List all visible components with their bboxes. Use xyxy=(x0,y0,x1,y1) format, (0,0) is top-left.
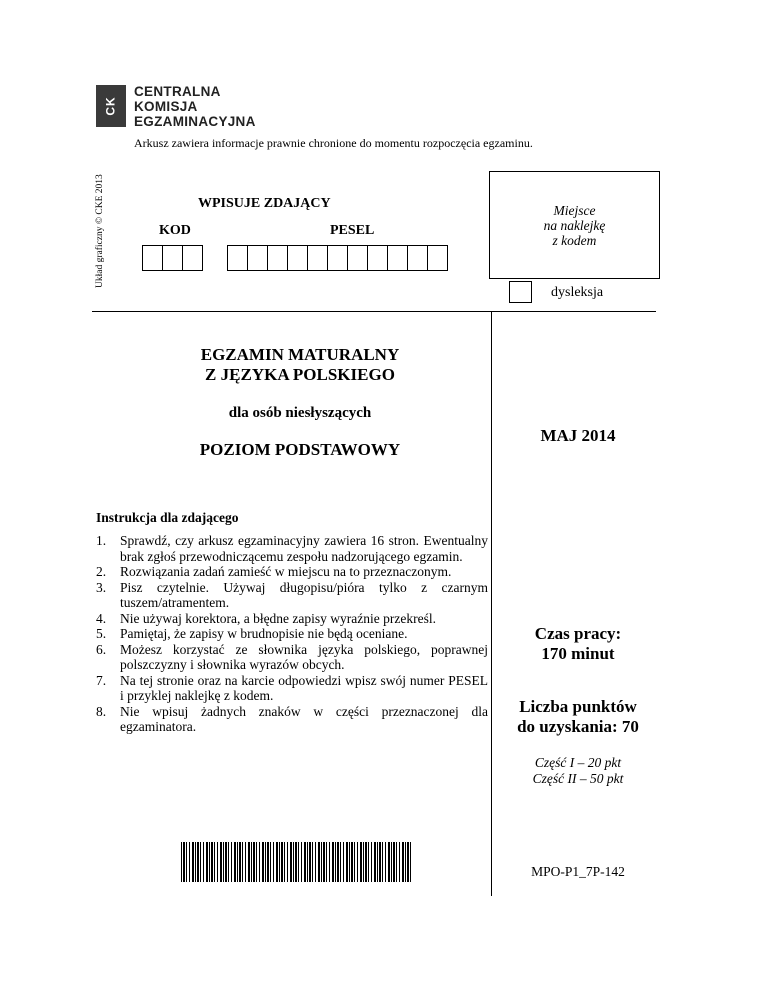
cke-logo-mark: CK xyxy=(96,85,126,127)
dyslexia-checkbox[interactable] xyxy=(509,281,532,303)
points-label: Liczba punktów xyxy=(519,697,637,716)
copyright-note: Układ graficzny © CKE 2013 xyxy=(95,174,105,288)
kod-input-boxes[interactable] xyxy=(143,245,203,271)
kod-box[interactable] xyxy=(142,245,163,271)
pesel-box[interactable] xyxy=(327,245,348,271)
pesel-input-boxes[interactable] xyxy=(228,245,448,271)
instruction-item: 4. Nie używaj korektora, a błędne zapisy wyraźnie przekreśl. xyxy=(96,610,436,626)
horizontal-divider xyxy=(92,311,656,312)
points-breakdown xyxy=(500,755,656,787)
pesel-box[interactable] xyxy=(227,245,248,271)
instruction-item: 7. Na tej stronie oraz na karcie odpowiedzi wpisz swój numer PESEL i przyklej naklejkę z kodem. xyxy=(96,672,488,703)
dyslexia-label: dysleksja xyxy=(551,285,604,300)
sticker-line-3: z kodem xyxy=(552,232,597,248)
logo-line-3: EGZAMINACYJNA xyxy=(134,114,256,129)
pesel-box[interactable] xyxy=(307,245,328,271)
exam-audience: dla osób niesłyszących xyxy=(228,405,372,421)
time-value: 170 minut xyxy=(541,644,615,663)
exam-level: POZIOM PODSTAWOWY xyxy=(199,440,401,459)
points-part-2: Część II – 50 pkt xyxy=(532,771,624,786)
pesel-box[interactable] xyxy=(427,245,448,271)
pesel-box[interactable] xyxy=(347,245,368,271)
sticker-line-2: na naklejkę xyxy=(543,217,606,233)
kod-box[interactable] xyxy=(182,245,203,271)
exam-title xyxy=(175,345,425,385)
instruction-item: 8. Nie wpisuj żadnych znaków w części przeznaczonej dla egzaminatora. xyxy=(96,703,488,734)
pesel-box[interactable] xyxy=(367,245,388,271)
points-part-1: Część I – 20 pkt xyxy=(534,755,622,770)
instruction-item: 6. Możesz korzystać ze słownika języka polskiego, poprawnej polszczyzny i słownika wyrazów obcych. xyxy=(96,641,488,672)
pesel-box[interactable] xyxy=(267,245,288,271)
exam-code: MPO-P1_7P-142 xyxy=(531,864,625,879)
instructions-list xyxy=(96,533,488,735)
exam-date: MAJ 2014 xyxy=(540,426,616,445)
pesel-box[interactable] xyxy=(387,245,408,271)
time-info xyxy=(500,624,656,664)
exam-title-line-2: Z JĘZYKA POLSKIEGO xyxy=(205,365,395,384)
instruction-item: 5. Pamiętaj, że zapisy w brudnopisie nie będą oceniane. xyxy=(96,626,408,641)
barcode xyxy=(181,842,411,882)
pesel-label: PESEL xyxy=(330,223,375,238)
cke-logo-text xyxy=(134,84,256,129)
instruction-item: 3. Pisz czytelnie. Używaj długopisu/pióra tylko z czarnym tuszem/atramentem. xyxy=(96,579,488,610)
logo-line-2: KOMISJA xyxy=(134,99,198,114)
instruction-item: 1. Sprawdź, czy arkusz egzaminacyjny zawiera 16 stron. Ewentualny brak zgłoś przewodniczącemu zespołu nadzorującego egzamin. xyxy=(96,533,488,564)
logo-line-1: CENTRALNA xyxy=(134,84,221,99)
points-value: do uzyskania: 70 xyxy=(517,717,639,736)
pesel-box[interactable] xyxy=(407,245,428,271)
kod-label: KOD xyxy=(159,223,191,238)
sticker-line-1: Miejsce xyxy=(553,202,596,218)
pesel-box[interactable] xyxy=(287,245,308,271)
exam-title-line-1: EGZAMIN MATURALNY xyxy=(200,345,400,364)
kod-box[interactable] xyxy=(162,245,183,271)
vertical-divider xyxy=(491,311,492,896)
pesel-box[interactable] xyxy=(247,245,268,271)
sticker-area xyxy=(489,171,660,279)
instructions-heading: Instrukcja dla zdającego xyxy=(96,510,239,525)
legal-notice: Arkusz zawiera informacje prawnie chronione do momentu rozpoczęcia egzaminu. xyxy=(134,136,533,150)
time-label: Czas pracy: xyxy=(534,624,622,643)
instruction-item: 2. Rozwiązania zadań zamieść w miejscu na to przeznaczonym. xyxy=(96,564,452,579)
points-info xyxy=(500,697,656,737)
student-heading: WPISUJE ZDAJĄCY xyxy=(198,196,331,211)
